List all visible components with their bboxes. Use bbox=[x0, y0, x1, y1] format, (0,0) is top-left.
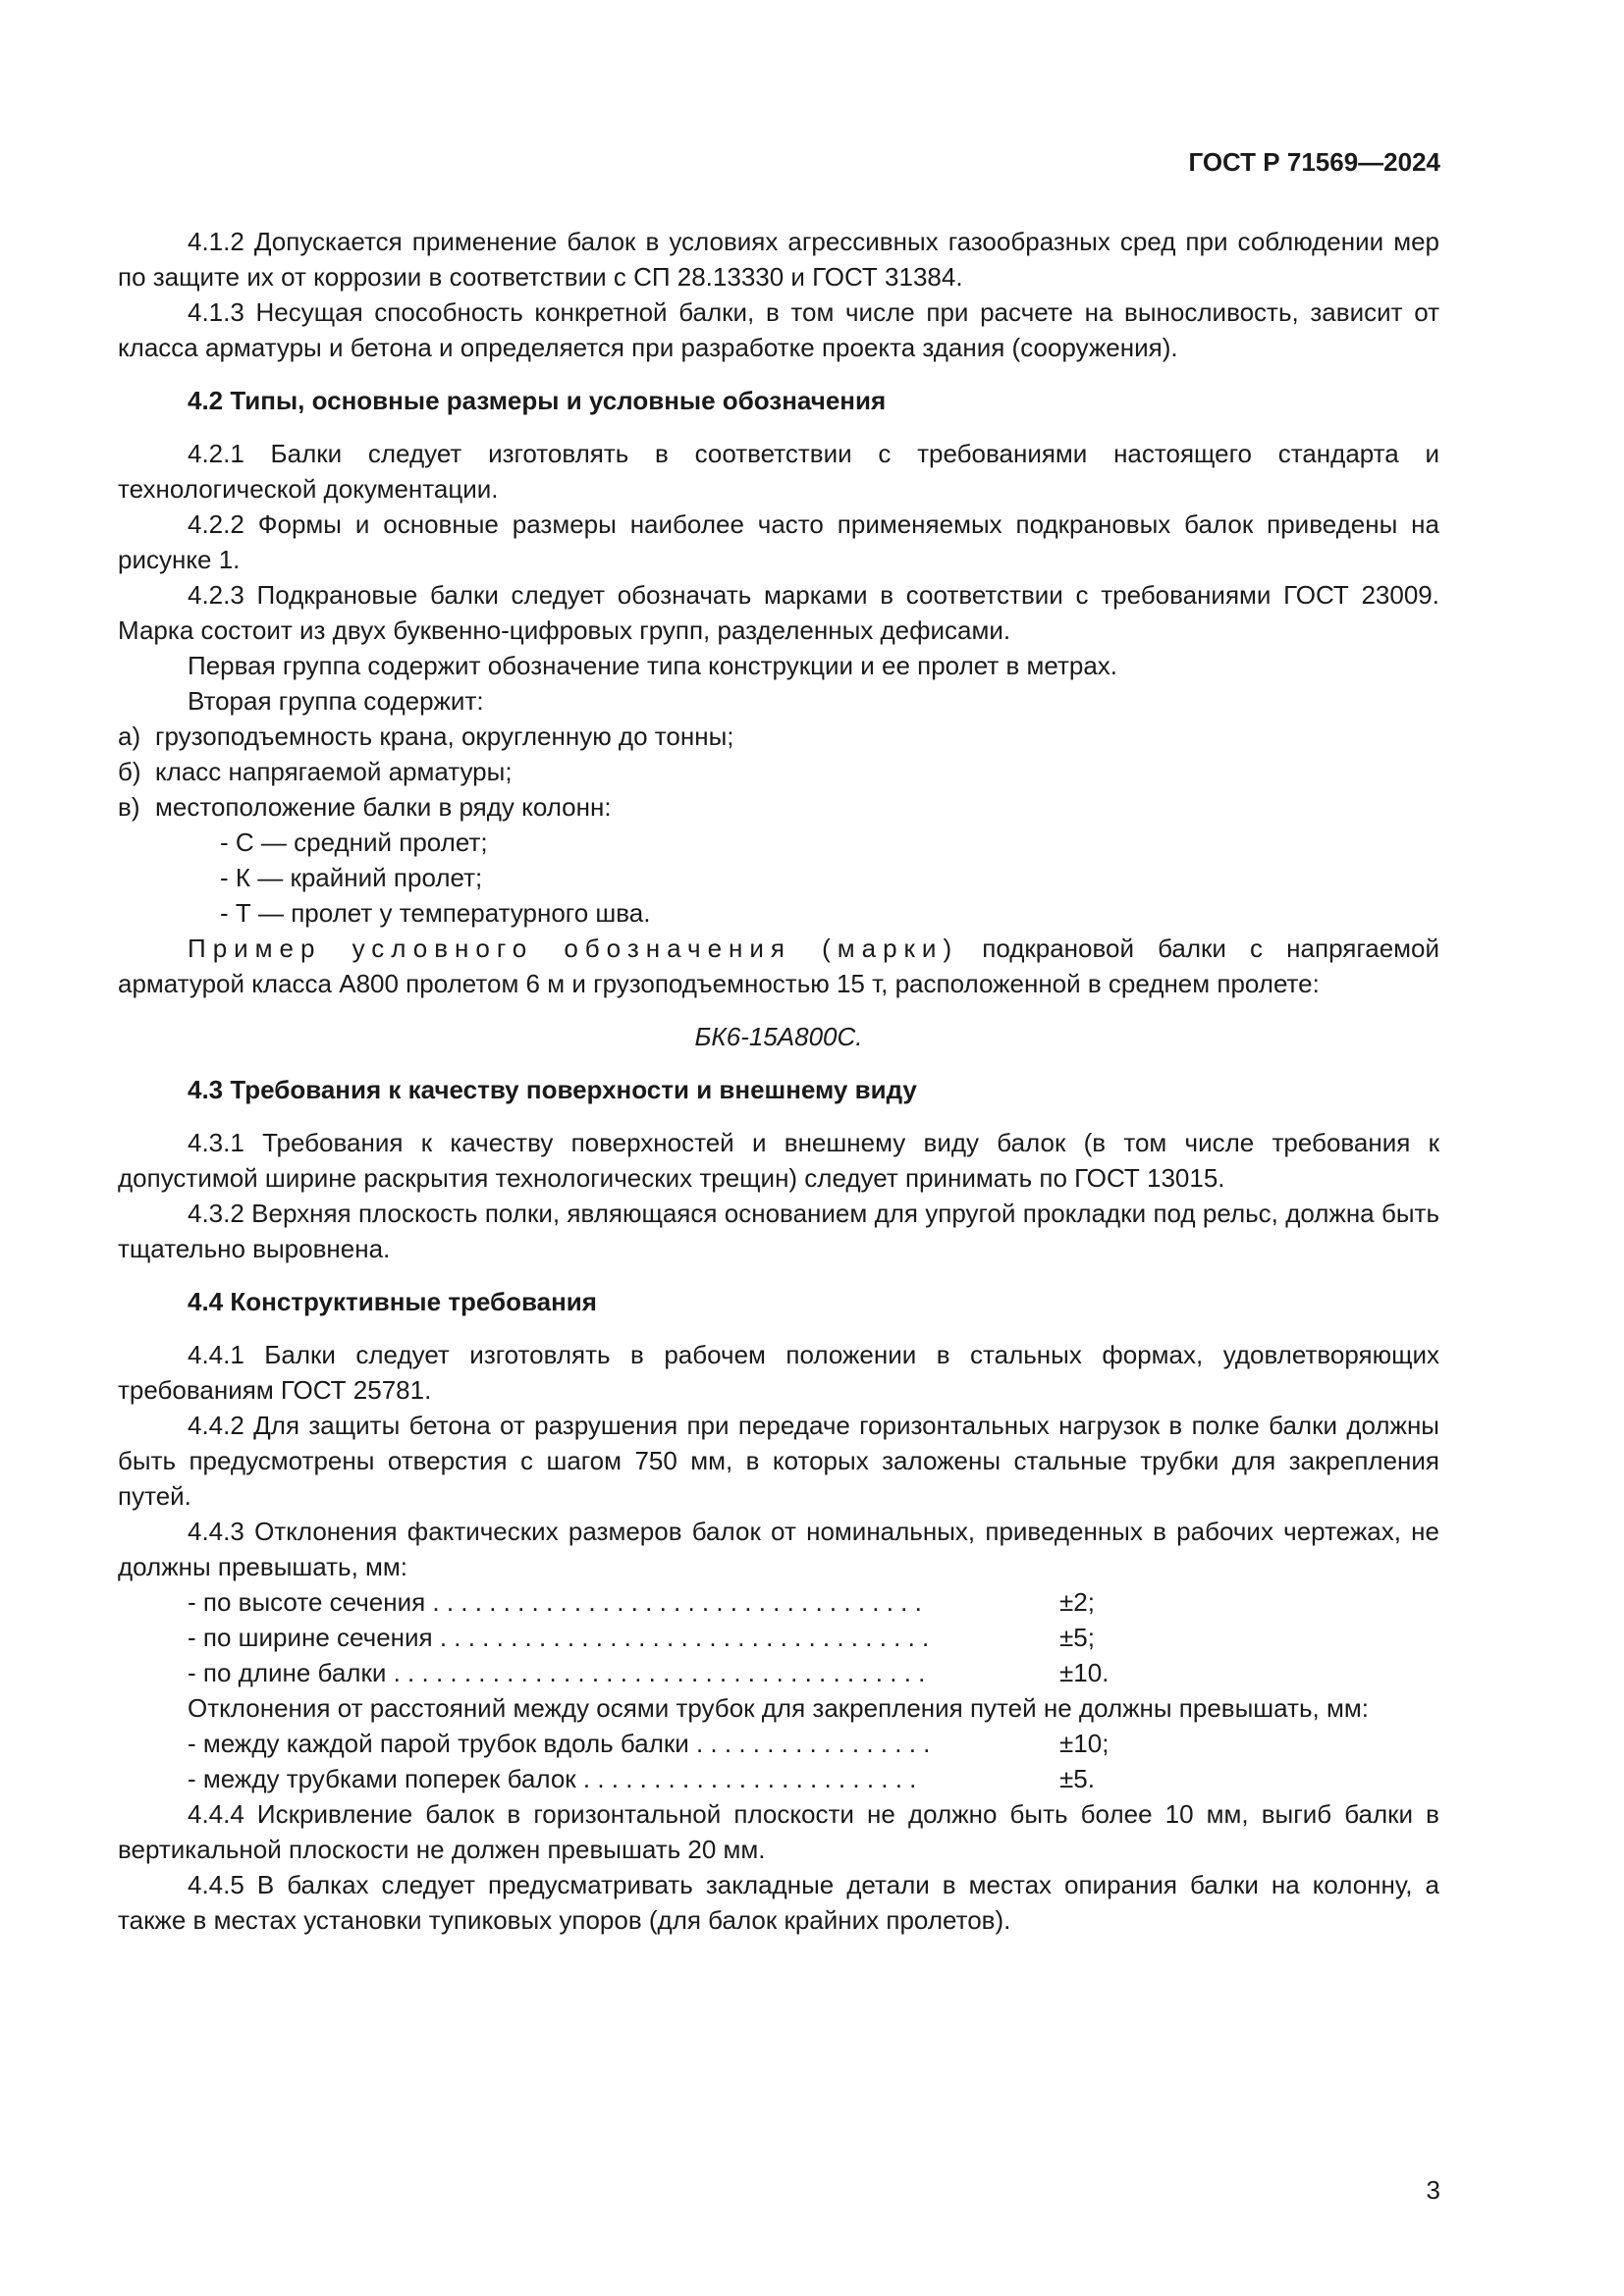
paragraph-4-1-2: 4.1.2 Допускается применение балок в условиях агрессивных газообразных сред при соблюдении мер по защите их от коррозии в соответствии с СП 28.13330 и ГОСТ 31384. bbox=[118, 227, 1439, 292]
deviation-label: - по высоте сечения . . . . . . . . . . . . . . . . . . . . . . . . . . . . . . . . . . . bbox=[188, 1587, 922, 1617]
deviation-value: ±5; bbox=[1059, 1623, 1095, 1652]
paragraph-4-4-4: 4.4.4 Искривление балок в горизонтальной плоскости не должно быть более 10 мм, выгиб балки в вертикальной плоскости не должен превышать 20 мм. bbox=[118, 1799, 1439, 1864]
example-mark: БК6-15А800С. bbox=[694, 1022, 863, 1051]
paragraph-4-2-2: 4.2.2 Формы и основные размеры наиболее часто применяемых подкрановых балок приведены на рисунке 1. bbox=[118, 509, 1439, 574]
deviation-row-width bbox=[118, 1620, 1439, 1655]
paragraph-4-3-1: 4.3.1 Требования к качеству поверхностей и внешнему виду балок (в том числе требования к допустимой ширине раскрытия технологических трещин) следует принимать по ГОСТ 13015. bbox=[118, 1128, 1439, 1193]
deviation-value: ±10. bbox=[1059, 1658, 1110, 1687]
deviation-label: - по ширине сечения . . . . . . . . . . . . . . . . . . . . . . . . . . . . . . . . . . . bbox=[188, 1623, 930, 1652]
page-number: 3 bbox=[1426, 2175, 1440, 2205]
list-item-a bbox=[118, 719, 1439, 754]
deviation-row-length bbox=[118, 1655, 1439, 1690]
list-item-text: местоположение балки в ряду колонн: bbox=[155, 792, 612, 822]
paragraph-4-4-2: 4.4.2 Для защиты бетона от разрушения при передаче горизонтальных нагрузок в полке балки должны быть предусмотрены отверстия с шагом 750 мм, в которых заложены стальные трубки для закрепления путей. bbox=[118, 1411, 1439, 1511]
section-heading-4-4: 4.4 Конструктивные требования bbox=[188, 1287, 597, 1316]
list-item-text: грузоподъемность крана, округленную до тонны; bbox=[155, 721, 734, 751]
example-label: Пример условного обозначения (марки) bbox=[188, 934, 959, 963]
paragraph-4-4-5: 4.4.5 В балках следует предусматривать закладные детали в местах опирания балки на колонну, а также в местах установки тупиковых упоров (для балок крайних пролетов). bbox=[118, 1870, 1439, 1935]
paragraph-4-3-2: 4.3.2 Верхняя плоскость полки, являющаяся основанием для упругой прокладки под рельс, должна быть тщательно выровнена. bbox=[118, 1199, 1439, 1263]
deviation-row-pair bbox=[118, 1726, 1439, 1761]
sublist-item-t: - Т — пролет у температурного шва. bbox=[220, 898, 651, 928]
document-body bbox=[118, 224, 1439, 1938]
deviation-value: ±10; bbox=[1059, 1729, 1110, 1758]
list-marker: в) bbox=[118, 792, 140, 822]
paragraph-4-4-3: 4.4.3 Отклонения фактических размеров балок от номинальных, приведенных в рабочих чертежах, не должны превышать, мм: bbox=[118, 1517, 1439, 1581]
deviation-row-height bbox=[118, 1584, 1439, 1620]
deviation-value: ±2; bbox=[1059, 1587, 1095, 1617]
example-text: подкрановой балки с напрягаемой арматурой класса А800 пролетом 6 м и грузоподъемностью 15 т, расположенной в среднем пролете: bbox=[118, 934, 1440, 998]
document-code-header: ГОСТ Р 71569—2024 bbox=[1188, 147, 1440, 177]
deviation-row-cross bbox=[118, 1761, 1439, 1796]
list-marker: б) bbox=[118, 757, 141, 786]
paragraph-4-1-3: 4.1.3 Несущая способность конкретной балки, в том числе при расчете на выносливость, зависит от класса арматуры и бетона и определяется при разработке проекта здания (сооружения). bbox=[118, 297, 1439, 362]
section-heading-4-2: 4.2 Типы, основные размеры и условные обозначения bbox=[188, 386, 887, 415]
list-marker: а) bbox=[118, 721, 141, 751]
deviation-label: - между трубками поперек балок . . . . . . . . . . . . . . . . . . . . . . . . bbox=[188, 1764, 917, 1793]
example-paragraph bbox=[118, 931, 1439, 1001]
second-group-text: Вторая группа содержит: bbox=[188, 686, 484, 716]
section-heading-4-3: 4.3 Требования к качеству поверхности и внешнему виду bbox=[188, 1075, 917, 1104]
deviation-label: - между каждой парой трубок вдоль балки . . . . . . . . . . . . . . . . . bbox=[188, 1729, 931, 1758]
sublist-item-k: - К — крайний пролет; bbox=[220, 863, 483, 892]
deviation-label: - по длине балки . . . . . . . . . . . . . . . . . . . . . . . . . . . . . . . . . . . . . . bbox=[188, 1658, 926, 1687]
sublist-item-c: - С — средний пролет; bbox=[220, 828, 488, 857]
list-item-text: класс напрягаемой арматуры; bbox=[155, 757, 513, 786]
list-item-b bbox=[118, 754, 1439, 789]
list-item-v bbox=[118, 789, 1439, 825]
paragraph-4-2-3: 4.2.3 Подкрановые балки следует обозначать марками в соответствии с требованиями ГОСТ 23009. Марка состоит из двух буквенно-цифровых групп, разделенных дефисами. bbox=[118, 580, 1439, 645]
paragraph-4-2-1: 4.2.1 Балки следует изготовлять в соответствии с требованиями настоящего стандарта и технологической документации. bbox=[118, 439, 1439, 504]
paragraph-4-4-1: 4.4.1 Балки следует изготовлять в рабочем положении в стальных формах, удовлетворяющих требованиям ГОСТ 25781. bbox=[118, 1340, 1439, 1405]
first-group-text: Первая группа содержит обозначение типа конструкции и ее пролет в метрах. bbox=[188, 651, 1118, 680]
axes-deviation-intro: Отклонения от расстояний между осями трубок для закрепления путей не должны превышать, мм: bbox=[188, 1693, 1369, 1723]
deviation-value: ±5. bbox=[1059, 1764, 1095, 1793]
